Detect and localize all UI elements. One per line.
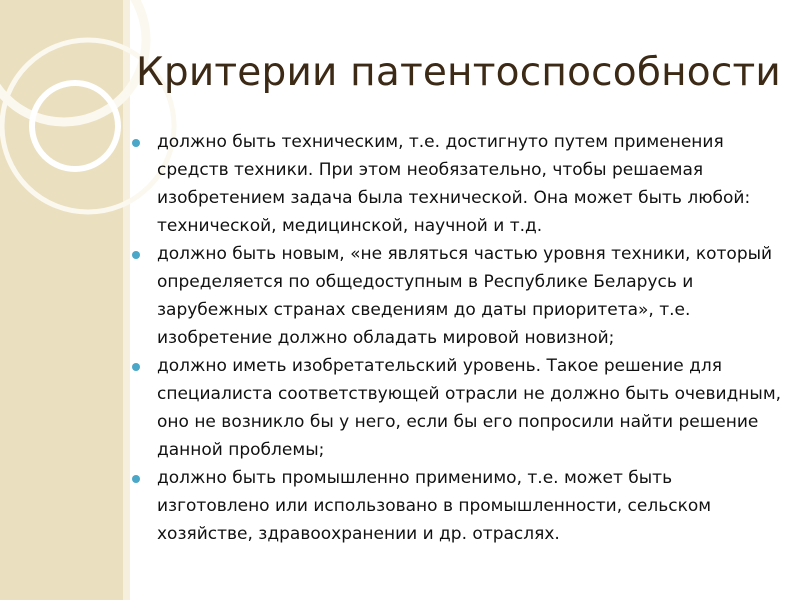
bullet-dot-icon — [132, 475, 140, 483]
bullet-item — [132, 464, 787, 548]
slide-title: Критерии патентоспособности — [136, 50, 781, 95]
bullet-item — [132, 352, 787, 464]
bullet-list — [132, 128, 787, 548]
bullet-text: должно быть техническим, т.е. достигнуто путем применения средств техники. При этом необязательно, чтобы решаемая изобретением задача была технической. Она может быть любой: технической, медицинской, научной и т.д. — [157, 132, 751, 236]
bullet-text: должно быть новым, «не являться частью уровня техники, который определяется по общедоступным в Республике Беларусь и зарубежных странах сведениям до даты приоритета», т.е. изобретение должно обладать мировой новизной; — [157, 244, 773, 348]
bullet-text: должно иметь изобретательский уровень. Такое решение для специалиста соответствующей отрасли не должно быть очевидным, оно не возникло бы у него, если бы его попросили найти решение данной проблемы; — [157, 356, 782, 460]
bullet-dot-icon — [132, 251, 140, 259]
bullet-item — [132, 128, 787, 240]
bullet-dot-icon — [132, 363, 140, 371]
bullet-item — [132, 240, 787, 352]
bullet-dot-icon — [132, 139, 140, 147]
bullet-text: должно быть промышленно применимо, т.е. может быть изготовлено или использовано в промышленности, сельском хозяйстве, здравоохранении и др. отраслях. — [157, 468, 712, 544]
